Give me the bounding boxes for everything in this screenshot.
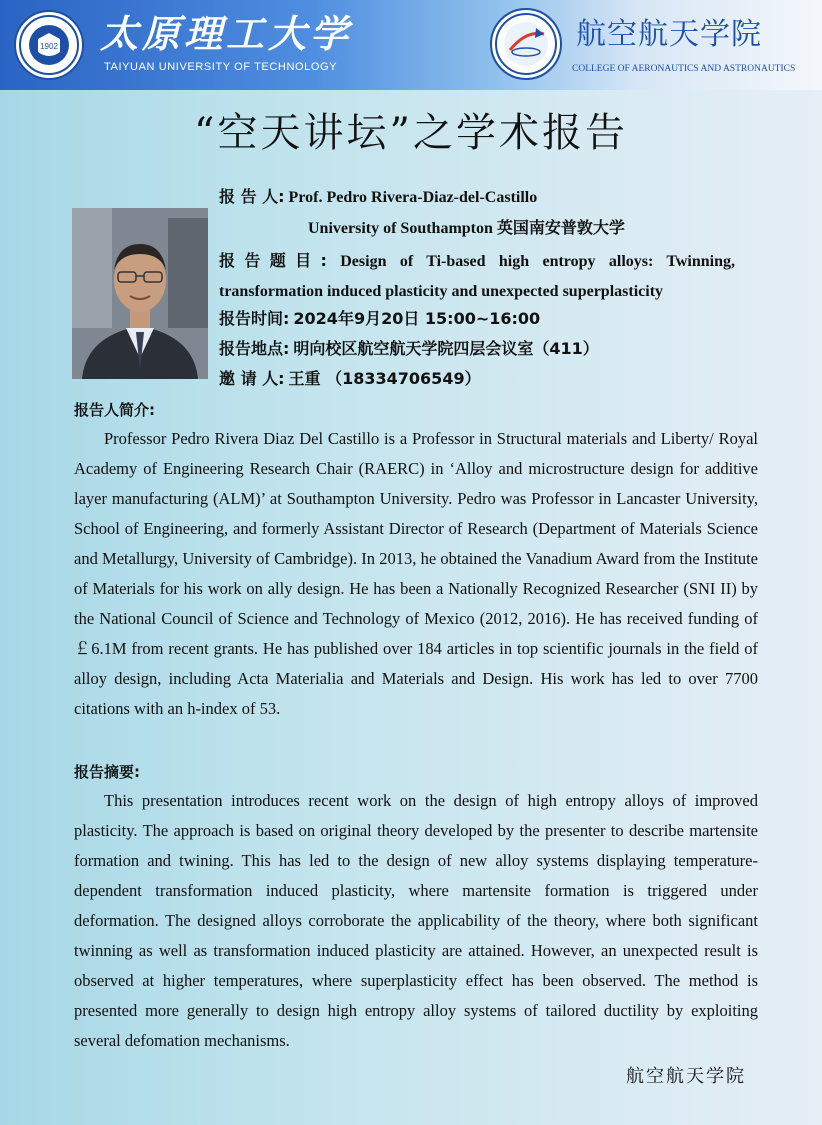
university-name-en: TAIYUAN UNIVERSITY OF TECHNOLOGY xyxy=(104,61,338,73)
speaker-name: Prof. Pedro Rivera-Diaz-del-Castillo xyxy=(288,189,538,206)
time-label: 报告时间: xyxy=(219,309,290,328)
speaker-label: 报 告 人: xyxy=(219,187,285,206)
college-seal-icon xyxy=(490,8,562,80)
topic-row xyxy=(219,246,735,307)
abstract-heading: 报告摘要: xyxy=(74,763,140,781)
affiliation-row xyxy=(308,215,625,238)
university-seal-icon xyxy=(14,10,84,80)
bio-heading: 报告人简介: xyxy=(74,401,155,419)
topic-text: Design of Ti-based high entropy alloys: Twinning, transformation induced plasticity and unexpected superplasticity xyxy=(219,253,736,300)
header-banner xyxy=(0,0,822,90)
place-label: 报告地点: xyxy=(219,339,290,358)
signature: 航空航天学院 xyxy=(626,1066,746,1087)
seal-year: 1902 xyxy=(40,42,58,51)
place-value: 明向校区航空航天学院四层会议室（411） xyxy=(293,339,599,358)
affiliation-en: University of Southampton xyxy=(308,220,497,237)
bio-text: Professor Pedro Rivera Diaz Del Castillo is a Professor in Structural materials and Liberty/ Royal Academy of Engineering Research Chair (RAERC) in ‘Alloy and microstructure design for additive layer manufacturing (ALM)’ at Southampton University. Pedro was Professor in Lancaster University, School of Engineering, and formerly Assistant Director of Research (Department of Materials Science and Metallurgy, University of Cambridge). In 2013, he obtained the Vanadium Award from the Institute of Materials for his work on ally design. He has been a Nationally Recognized Researcher (SNI II) by the National Council of Science and Technology of Mexico (2012, 2016). He has received funding of ￡6.1M from recent grants. He has published over 184 articles in top scientific journals in the field of alloy design, including Acta Materialia and Materials and Design. His work has led to over 7700 citations with an h-index of 53. xyxy=(74,429,758,718)
college-name: 航空航天学院 xyxy=(576,17,762,52)
host-row xyxy=(219,366,481,389)
time-row xyxy=(219,306,540,329)
time-value: 2024年9月20日 15:00~16:00 xyxy=(293,309,541,328)
abstract-text: This presentation introduces recent work on the design of high entropy alloys of improved plasticity. The approach is based on original theory developed by the presenter to describe martensite formation and twining. This has led to the design of new alloy systems displaying temperature-dependent transformation induced plasticity, where martensite formation is triggered under deformation. The designed alloys corroborate the applicability of the theory, where both significant twinning as well as transformation induced plasticity are attained. However, an unexpected result is observed at higher temperatures, where superplasticity effect has been observed. The method is presented more generally to design high entropy alloy systems of tailored ductility by exploiting several defomation mechanisms. xyxy=(74,791,758,1050)
speaker-row xyxy=(219,184,537,207)
place-row xyxy=(219,336,599,359)
university-name: 太原理工大学 xyxy=(100,11,353,56)
college-name-en: COLLEGE OF AERONAUTICS AND ASTRONAUTICS xyxy=(572,64,796,74)
host-label: 邀 请 人: xyxy=(219,369,285,388)
host-value: 王重 （18334706549） xyxy=(288,369,481,388)
affiliation-cn: 英国南安普敦大学 xyxy=(496,218,625,237)
speaker-photo xyxy=(72,208,208,379)
page-title: “空天讲坛”之学术报告 xyxy=(194,110,628,156)
topic-label: 报告题目: xyxy=(219,251,327,270)
